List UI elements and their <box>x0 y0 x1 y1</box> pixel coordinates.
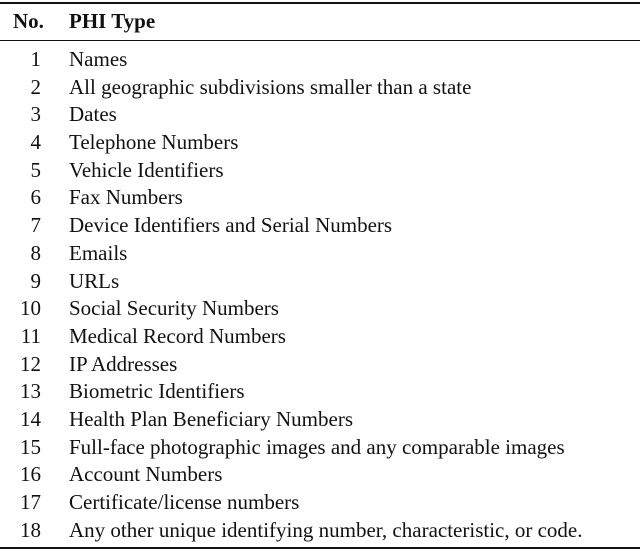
row-number: 2 <box>30 74 41 99</box>
row-phi-type: All geographic subdivisions smaller than a state <box>69 74 472 99</box>
row-number: 1 <box>30 47 41 71</box>
row-phi-type: URLs <box>69 268 120 293</box>
row-number: 17 <box>20 490 41 514</box>
row-phi-type: Device Identifiers and Serial Numbers <box>69 213 393 238</box>
row-phi-type: IP Addresses <box>69 351 178 376</box>
row-phi-type: Telephone Numbers <box>69 130 239 155</box>
row-number: 12 <box>20 351 41 376</box>
row-number: 15 <box>20 434 41 459</box>
row-number: 8 <box>30 240 41 265</box>
table-row <box>0 74 640 102</box>
table-row <box>0 489 640 517</box>
row-phi-type: Names <box>69 47 128 71</box>
table-row <box>0 240 640 268</box>
table-row <box>0 378 640 406</box>
row-number: 10 <box>20 296 41 321</box>
row-number: 3 <box>30 102 41 127</box>
row-number: 11 <box>20 323 41 348</box>
table-row <box>0 323 640 351</box>
row-phi-type: Biometric Identifiers <box>69 379 245 404</box>
row-phi-type: Social Security Numbers <box>69 296 279 321</box>
row-phi-type: Health Plan Beneficiary Numbers <box>69 406 353 431</box>
table-row <box>0 268 640 296</box>
table-header-row <box>0 7 640 35</box>
row-phi-type: Full-face photographic images and any comparable images <box>69 434 565 459</box>
header-phi-type: PHI Type <box>69 9 156 33</box>
row-phi-type: Fax Numbers <box>69 185 183 210</box>
row-number: 14 <box>20 406 41 431</box>
row-phi-type: Dates <box>69 102 117 127</box>
table-row <box>0 461 640 489</box>
row-phi-type: Account Numbers <box>69 462 223 487</box>
table-header-rule <box>0 40 640 41</box>
row-number: 9 <box>30 268 41 293</box>
table-row <box>0 212 640 240</box>
header-no: No. <box>13 9 44 33</box>
table-row <box>0 129 640 157</box>
table-row <box>0 46 640 74</box>
row-number: 7 <box>30 213 41 238</box>
row-phi-type: Vehicle Identifiers <box>69 157 224 182</box>
table-top-rule <box>0 2 640 4</box>
table-row <box>0 351 640 379</box>
row-phi-type: Emails <box>69 240 128 265</box>
row-number: 5 <box>30 157 41 182</box>
table-body <box>0 46 640 544</box>
row-phi-type: Medical Record Numbers <box>69 323 286 348</box>
table-row <box>0 101 640 129</box>
row-number: 13 <box>20 379 41 404</box>
table-row <box>0 434 640 462</box>
row-number: 18 <box>20 517 41 542</box>
row-phi-type: Any other unique identifying number, characteristic, or code. <box>69 517 583 542</box>
table-row <box>0 517 640 545</box>
table-bottom-rule <box>0 547 640 549</box>
row-number: 6 <box>30 185 41 210</box>
table-row <box>0 295 640 323</box>
table-row <box>0 184 640 212</box>
row-number: 4 <box>30 130 41 155</box>
table-row <box>0 406 640 434</box>
table-row <box>0 157 640 185</box>
row-number: 16 <box>20 462 41 487</box>
row-phi-type: Certificate/license numbers <box>69 490 300 514</box>
